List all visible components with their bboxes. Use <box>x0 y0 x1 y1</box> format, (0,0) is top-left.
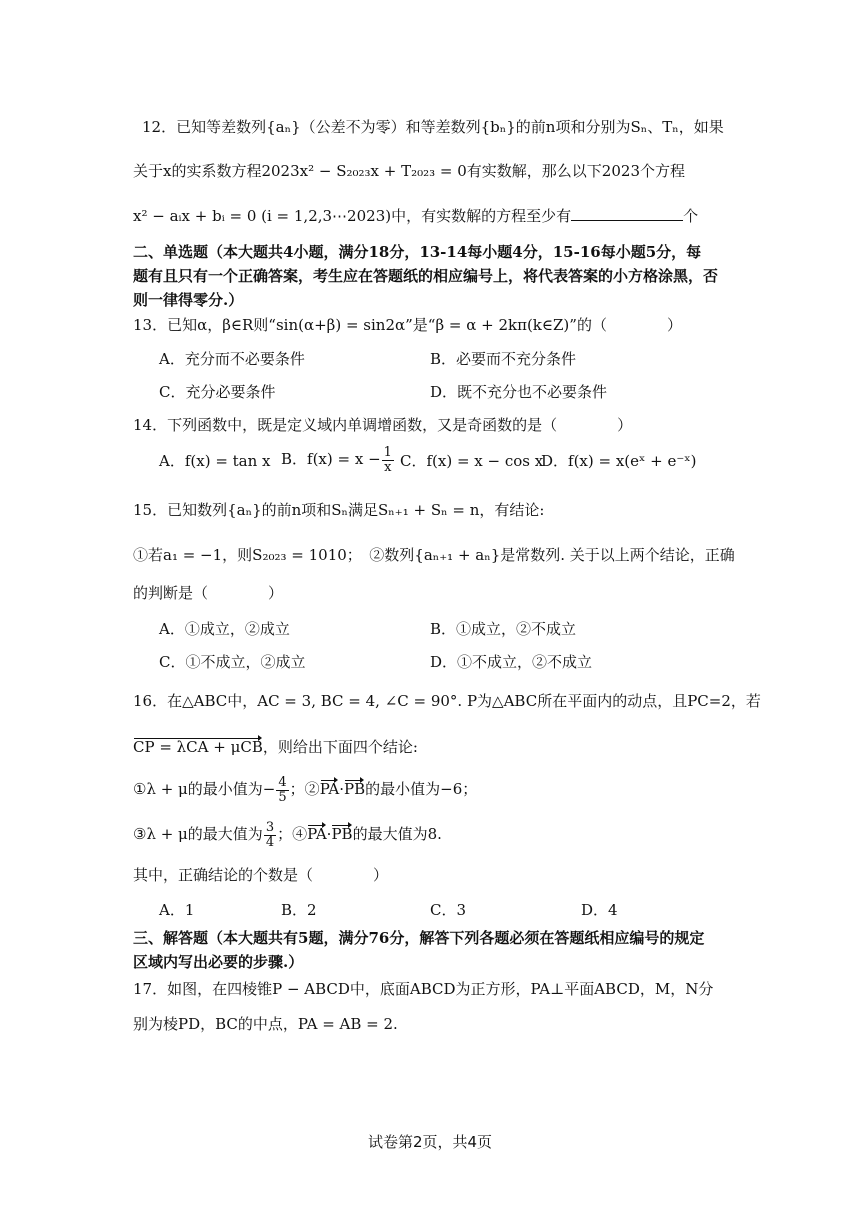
fraction <box>382 446 394 474</box>
dot-operator: · <box>339 780 345 799</box>
q12-line3 <box>133 206 698 226</box>
vector-pa: PA <box>307 825 327 844</box>
vector-pb: PB <box>331 825 353 844</box>
q16-line2 <box>133 738 418 757</box>
page-footer: 试卷第2页，共4页 <box>367 1133 493 1151</box>
q16-option-c: C．3 <box>430 901 467 919</box>
q12-line1: 12．已知等差数列{aₙ}（公差不为零）和等差数列{bₙ}的前n项和分别为Sₙ、Tₙ，如果 <box>142 118 724 136</box>
conclusion-3-text: ③λ + μ的最大值为 <box>133 825 263 844</box>
fraction <box>264 821 276 849</box>
fraction-denominator: x <box>384 459 392 475</box>
q17-line2: 别为棱PD，BC的中点，PA = AB = 2. <box>133 1015 398 1033</box>
fraction-numerator: 4 <box>278 775 287 790</box>
vector-expression: CP = λCA + μCB <box>133 738 263 756</box>
vector-pa: PA <box>319 780 340 799</box>
q15-option-a: A．①成立，②成立 <box>159 620 290 638</box>
q12-line2: 关于x的实系数方程2023x² − S₂₀₂₃x + T₂₀₂₃ = 0有实数解，那么以下2023个方程 <box>133 162 685 180</box>
section2-heading-line1: 二、单选题（本大题共4小题，满分18分，13-14每小题4分，15-16每小题5分，每 <box>133 243 702 261</box>
q16-option-a: A．1 <box>159 901 195 919</box>
fraction-denominator: 4 <box>265 834 275 850</box>
section3-heading-line1: 三、解答题（本大题共有5题，满分76分，解答下列各题必须在答题纸相应编号的规定 <box>133 929 705 947</box>
q16-option-d: D．4 <box>581 901 618 919</box>
q14-option-b <box>281 446 395 474</box>
q12-line3-text: x² − aᵢx + bᵢ = 0 (i = 1,2,3⋯2023)中，有实数解的方程至少有 <box>133 207 572 225</box>
q13-option-a: A．充分而不必要条件 <box>159 350 305 368</box>
q16-conclusions-1-2 <box>133 776 477 804</box>
conclusion-4-prefix: ；④ <box>277 825 308 844</box>
fraction-numerator: 1 <box>383 445 392 460</box>
conclusion-2-prefix: ；② <box>289 780 320 799</box>
vector-pb: PB <box>344 780 366 799</box>
q13-option-d: D．既不充分也不必要条件 <box>430 383 608 401</box>
q15-option-c: C．①不成立，②成立 <box>159 653 306 671</box>
q15-line2: ①若a₁ = −1，则S₂₀₂₃ = 1010； ②数列{aₙ₊₁ + aₙ}是常数列. 关于以上两个结论，正确 <box>133 546 735 564</box>
q16-question: 其中，正确结论的个数是（ ） <box>133 866 389 884</box>
q15-stem: 15．已知数列{aₙ}的前n项和Sₙ满足Sₙ₊₁ + Sₙ = n，有结论: <box>133 501 545 519</box>
q16-conclusions-3-4 <box>133 821 442 849</box>
q16-stem: 16．在△ABC中，AC = 3, BC = 4, ∠C = 90°. P为△ABC所在平面内的动点，且PC=2，若 <box>133 692 761 710</box>
q14-option-d: D．f(x) = x(eˣ + e⁻ˣ) <box>541 452 697 470</box>
q14-option-a: A．f(x) = tan x <box>159 452 271 470</box>
fraction-denominator: 5 <box>278 789 287 805</box>
q16-line2-text: ，则给出下面四个结论: <box>262 738 418 756</box>
fraction <box>276 776 288 804</box>
q15-option-b: B．①成立，②不成立 <box>430 620 577 638</box>
section3-heading-line2: 区域内写出必要的步骤.） <box>133 953 304 971</box>
fraction-numerator: 3 <box>265 820 275 835</box>
conclusion-2-text: 的最小值为−6； <box>365 780 478 799</box>
q13-option-c: C．充分必要条件 <box>159 383 276 401</box>
q16-option-b: B．2 <box>281 901 317 919</box>
q13-option-b: B．必要而不充分条件 <box>430 350 577 368</box>
conclusion-4-text: 的最大值为8. <box>352 825 442 844</box>
q14-option-c: C．f(x) = x − cos x <box>400 452 544 470</box>
q15-line3: 的判断是（ ） <box>133 584 284 602</box>
q15-option-d: D．①不成立，②不成立 <box>430 653 593 671</box>
q12-line3-unit: 个 <box>683 207 699 225</box>
section2-heading-line3: 则一律得零分.） <box>133 291 244 309</box>
answer-blank[interactable] <box>571 206 683 221</box>
q13-stem: 13．已知α，β∈R则“sin(α+β) = sin2α”是“β = α + 2kπ(k∈Z)”的（ ） <box>133 316 682 334</box>
q14-option-b-text: B．f(x) = x − <box>281 450 381 469</box>
q14-stem: 14．下列函数中，既是定义域内单调增函数，又是奇函数的是（ ） <box>133 416 633 434</box>
q17-line1: 17．如图，在四棱锥P − ABCD中，底面ABCD为正方形，PA⊥平面ABCD，M，N分 <box>133 980 714 998</box>
dot-operator: · <box>326 825 332 844</box>
conclusion-1-text: ①λ + μ的最小值为− <box>133 780 276 799</box>
section2-heading-line2: 题有且只有一个正确答案，考生应在答题纸的相应编号上，将代表答案的小方格涂黑，否 <box>133 267 719 285</box>
